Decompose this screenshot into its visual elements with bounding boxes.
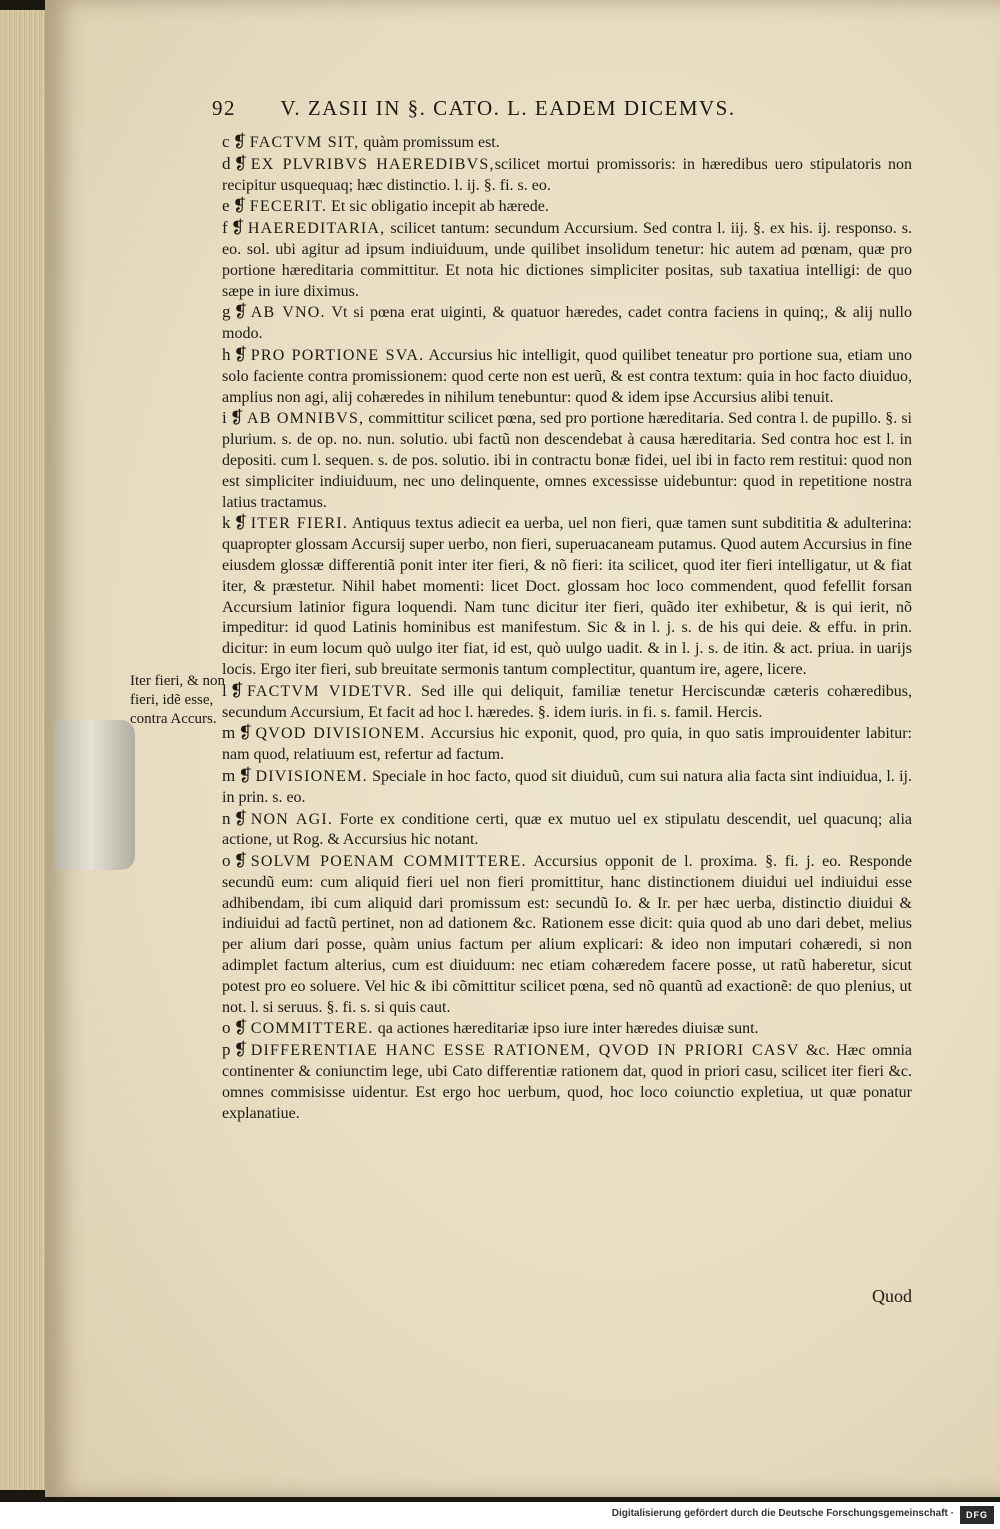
gloss-letter: d [222, 153, 231, 173]
footer-credit: Digitalisierung gefördert durch die Deutsche Forschungsgemeinschaft · [611, 1508, 954, 1519]
commentary-entry [222, 345, 912, 408]
gloss-lemma: DIVISIONEM. [255, 767, 368, 785]
gloss-lemma: FACTVM VIDETVR. [246, 682, 413, 700]
gloss-lemma: ITER FIERI. [250, 515, 349, 533]
gloss-text: Vt si pœna erat uiginti, & quatuor hæredes, cadet contra faciens in quinq;, & alij nullo modo. [222, 304, 912, 343]
dfg-logo: DFG [960, 1506, 994, 1524]
gloss-text: &c. Hæc omnia continenter & coniunctim lege, ubi Cato differentiæ rationem dat, quod in priori casu, scilicet iter fieri &c. omnes commisisse uidentur. Est ergo hoc uerbum, quod, hoc loco coiunctio expletiua, ut quæ ponatur explanatiue. [222, 1042, 912, 1122]
commentary-entry [222, 1018, 912, 1040]
commentary-entry [222, 132, 912, 154]
pilcrow-icon: ❡ [233, 851, 248, 871]
commentary-entry [222, 851, 912, 1018]
pilcrow-icon: ❡ [238, 765, 253, 785]
commentary-entry [222, 408, 912, 513]
gloss-letter: f [222, 218, 228, 238]
marginal-note: Iter fieri, & non fieri, idẽ esse, contra Accurs. [130, 673, 225, 727]
commentary-entry [222, 154, 912, 197]
gloss-letter: o [222, 1018, 231, 1038]
gloss-text: quàm promissum est. [359, 134, 500, 151]
commentary-entry [222, 809, 912, 852]
gloss-letter: o [222, 851, 231, 871]
commentary-entry [222, 196, 912, 218]
pilcrow-icon: ❡ [233, 344, 248, 364]
page-number: 92 [212, 96, 236, 120]
gloss-text: Forte ex conditione certi, quæ ex mutuo uel ex stipulatu descendit, uel quacunq; alia actione, ut Rog. & Accursius hic notant. [222, 810, 912, 849]
gloss-lemma: NON AGI. [250, 810, 334, 828]
commentary-entry [222, 766, 912, 809]
gloss-lemma: HAEREDITARIA, [247, 220, 386, 238]
gloss-text: Accursius opponit de l. proxima. §. fi. j. eo. Responde secundũ eum: cum aliquid fieri uel non fieri promittitur, hanc distinctionem diuidui uel indiuidui esse adhibendam, ibi cum aliquid dari promissum est: secundũ Io. & Ir. per hæc uerba, distinctio diuidui & indiuidui ad factũ pertinet, non ad dationem &c. Rationem esse dicit: quia quod ab uno dari debet, melius per alium dari posse, quàm unius factum per alium explicari: & ideo non imputari cohæredi, si non adimplet factum alterius, cum est diuiduum: nec etiam cohæredem facere posse, ut ratũ haberetur, sicut potest pro eo soluere. Vel hic & ibi cõmittitur scilicet pœna, sed nõ quantũ ad exactionẽ: de quo plenius, ut not. l. si seruus. §. fi. s. si quis caut. [222, 853, 912, 1016]
commentary-entry [222, 218, 912, 302]
gloss-letter: m [222, 723, 236, 743]
gloss-letter: g [222, 302, 231, 322]
gloss-letter: p [222, 1040, 231, 1060]
gloss-letter: i [222, 408, 227, 428]
gloss-lemma: DIFFERENTIAE HANC ESSE RATIONEM, QVOD IN PRIORI CASV [250, 1042, 800, 1060]
gloss-lemma: FACTVM SIT, [249, 134, 360, 151]
pilcrow-icon: ❡ [238, 723, 253, 743]
commentary-entry [222, 513, 912, 680]
gloss-lemma: PRO PORTIONE SVA. [250, 346, 425, 364]
pilcrow-icon: ❡ [229, 408, 244, 428]
gloss-letter: k [222, 513, 231, 533]
gloss-lemma: AB OMNIBVS, [246, 410, 365, 428]
commentary-entry [222, 302, 912, 345]
pilcrow-icon: ❡ [232, 132, 247, 151]
gloss-letter: n [222, 808, 231, 828]
gloss-text: committitur scilicet pœna, sed pro portione hæreditaria. Sed contra l. de pupillo. §. si plurium. s. de op. no. nun. solutio. ubi factũ non descendebat à causa hæreditaria. Sed contra hoc est l. in depositi. cum l. sequen. s. de pos. solutio. ibi in contractu bonæ fidei, uel ibi in facto rem restitui: quod non est simpliciter indiuiduum, nec uno delinquente, omnes excessisse uidebuntur: quod in repetitione nostra latius tractamus. [222, 410, 913, 511]
gloss-lemma: AB VNO. [250, 304, 326, 322]
gloss-letter: c [222, 132, 230, 151]
catchword: Quod [872, 1286, 912, 1306]
digitization-footer [0, 1502, 1000, 1529]
commentary-entry [222, 723, 912, 766]
gloss-letter: e [222, 196, 230, 216]
gloss-text: Antiquus textus adiecit ea uerba, uel non fieri, quæ tamen sunt subdititia & adulterina: quapropter glossam Accursij super uerbo, non fieri, superuacaneam putamus. Quod autem Accursius in fine eiusdem glossæ differentiã ponit inter iter fieri, & nõ fieri: ita scilicet, quod iter fieri intelligatur, ut & fiat iter, & præstetur. Nihil habet momenti: licet Doct. glossam hoc loco commendent, quod fefellit forsan Accursium latinior figura loquendi. Nam tunc dicitur iter fieri, quãdo iter exhibetur, & is qui ierit, nõ impeditur: id quod Latinis hominibus est manifestum. Sic & in l. j. s. de his qui deie. & effu. in prin. dicitur: in eum locum quò uulgo iter fiat, id est, quò uulgo uadit. & in l. j. s. de itin. & act. priua. in uarijs locis. Ergo iter fieri, sub breuitate sermonis tantum complectitur, quantum ire, agere, licere. [222, 515, 912, 678]
gloss-letter: m [222, 765, 236, 785]
pilcrow-icon: ❡ [233, 513, 248, 533]
pilcrow-icon: ❡ [233, 153, 248, 173]
gloss-letter: l [222, 680, 227, 700]
pilcrow-icon: ❡ [233, 808, 248, 828]
pilcrow-icon: ❡ [230, 218, 245, 238]
pilcrow-icon: ❡ [233, 302, 248, 322]
gloss-lemma: FECERIT. [249, 198, 328, 216]
commentary-entry [222, 681, 912, 724]
gloss-text: scilicet mortui promissoris: in hæredibus uero stipulatoris non recipitur usquequaq; hæc distinctio. l. ij. §. fi. s. eo. [222, 155, 912, 194]
gloss-text: qa actiones hæreditariæ ipso iure inter hæredes diuisæ sunt. [373, 1020, 759, 1038]
gloss-text: Et sic obligatio incepit ab hærede. [327, 198, 549, 216]
gloss-text: scilicet tantum: secundum Accursium. Sed contra l. iij. §. ex his. ij. responso. s. eo. sol. ubi agitur ad ipsum indiuiduum, unde quilibet insolidum tenetur: hic autem ad pœnam, quæ pro portione hæreditaria committitur. Et nota hic dictiones simpliciter positas, sub taxatiua intelligi: de quo sæpe in iure diximus. [222, 220, 912, 300]
gloss-lemma: EX PLVRIBVS HAEREDIBVS, [250, 155, 495, 173]
pilcrow-icon: ❡ [233, 1018, 248, 1038]
page-clip [55, 720, 135, 870]
pilcrow-icon: ❡ [233, 1040, 248, 1060]
running-head [212, 96, 812, 121]
gloss-lemma: COMMITTERE. [250, 1020, 374, 1038]
gloss-letter: h [222, 344, 231, 364]
gloss-text: Accursius hic intelligit, quod quilibet teneatur pro portione sua, etiam uno solo faciente contra promissionem: quod certe non est uerũ, & est contra textum: quia in hoc facto diuiduo, amplius non agi, alij cohæredes in nihilum tenebuntur: quod & idem ipse Accursius alibi tenuit. [222, 346, 912, 406]
pilcrow-icon: ❡ [229, 680, 244, 700]
gloss-text: Accursius hic exponit, quod, pro quia, in quo satis improuidenter labitur: nam quod, relatiuum est, refertur ad factum. [222, 725, 912, 764]
commentary-body [222, 132, 912, 1124]
commentary-entry [222, 1040, 912, 1124]
gloss-lemma: QVOD DIVISIONEM. [255, 725, 426, 743]
pilcrow-icon: ❡ [232, 196, 247, 216]
gloss-lemma: SOLVM POENAM COMMITTERE. [250, 853, 527, 871]
gloss-text: Speciale in hoc facto, quod sit diuiduũ, cum sui natura alia facta sint indiuidua, l. ij. in prin. s. eo. [222, 767, 912, 806]
running-title: V. ZASII IN §. CATO. L. EADEM DICEMVS. [280, 96, 736, 120]
gloss-text: Sed ille qui deliquit, familiæ tenetur Herciscundæ cæteris cohæredibus, secundum Accursium, Et facit ad hoc l. hæredes. §. idem iuris. in fi. s. famil. Hercis. [222, 682, 913, 721]
